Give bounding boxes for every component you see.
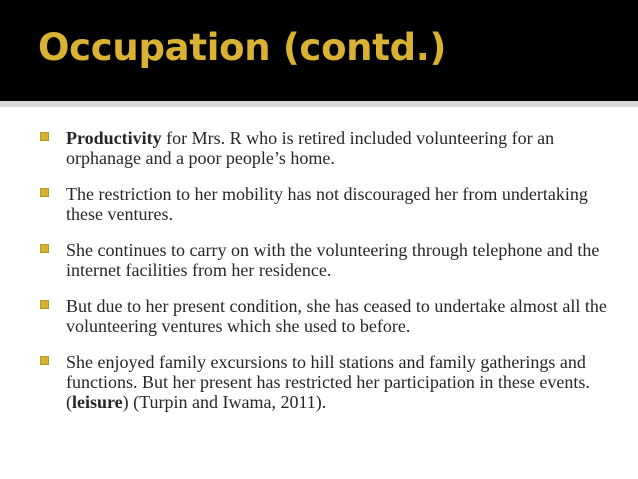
bullet-item-restriction xyxy=(36,184,616,224)
square-bullet-icon xyxy=(40,300,49,309)
bullet-text: She enjoyed family excursions to hill stations and family gatherings and functions. But her present has restricted her participation in these events.( xyxy=(66,352,590,412)
bullet-text: The restriction to her mobility has not discouraged her from undertaking these ventures. xyxy=(66,184,588,224)
bullet-list xyxy=(36,128,616,428)
bullet-text-end: ) (Turpin and Iwama, 2011). xyxy=(122,392,327,412)
slide-title: Occupation (contd.) xyxy=(38,26,447,69)
bullet-item-productivity xyxy=(36,128,616,168)
bullet-bold-word: leisure xyxy=(72,392,123,412)
title-divider xyxy=(0,101,638,107)
bullet-item-continues xyxy=(36,240,616,280)
title-bar xyxy=(0,0,638,101)
square-bullet-icon xyxy=(40,244,49,253)
bullet-text: But due to her present condition, she has ceased to undertake almost all the volunteering ventures which she used to before. xyxy=(66,296,607,336)
square-bullet-icon xyxy=(40,356,49,365)
square-bullet-icon xyxy=(40,132,49,141)
bullet-item-ceased xyxy=(36,296,616,336)
bullet-text: for Mrs. R who is retired included volunteering for an orphanage and a poor people’s home. xyxy=(66,128,555,168)
bullet-item-leisure xyxy=(36,352,616,412)
bullet-text: She continues to carry on with the volunteering through telephone and the internet facilities from her residence. xyxy=(66,240,600,280)
bullet-bold-lead: Productivity xyxy=(66,128,162,148)
square-bullet-icon xyxy=(40,188,49,197)
